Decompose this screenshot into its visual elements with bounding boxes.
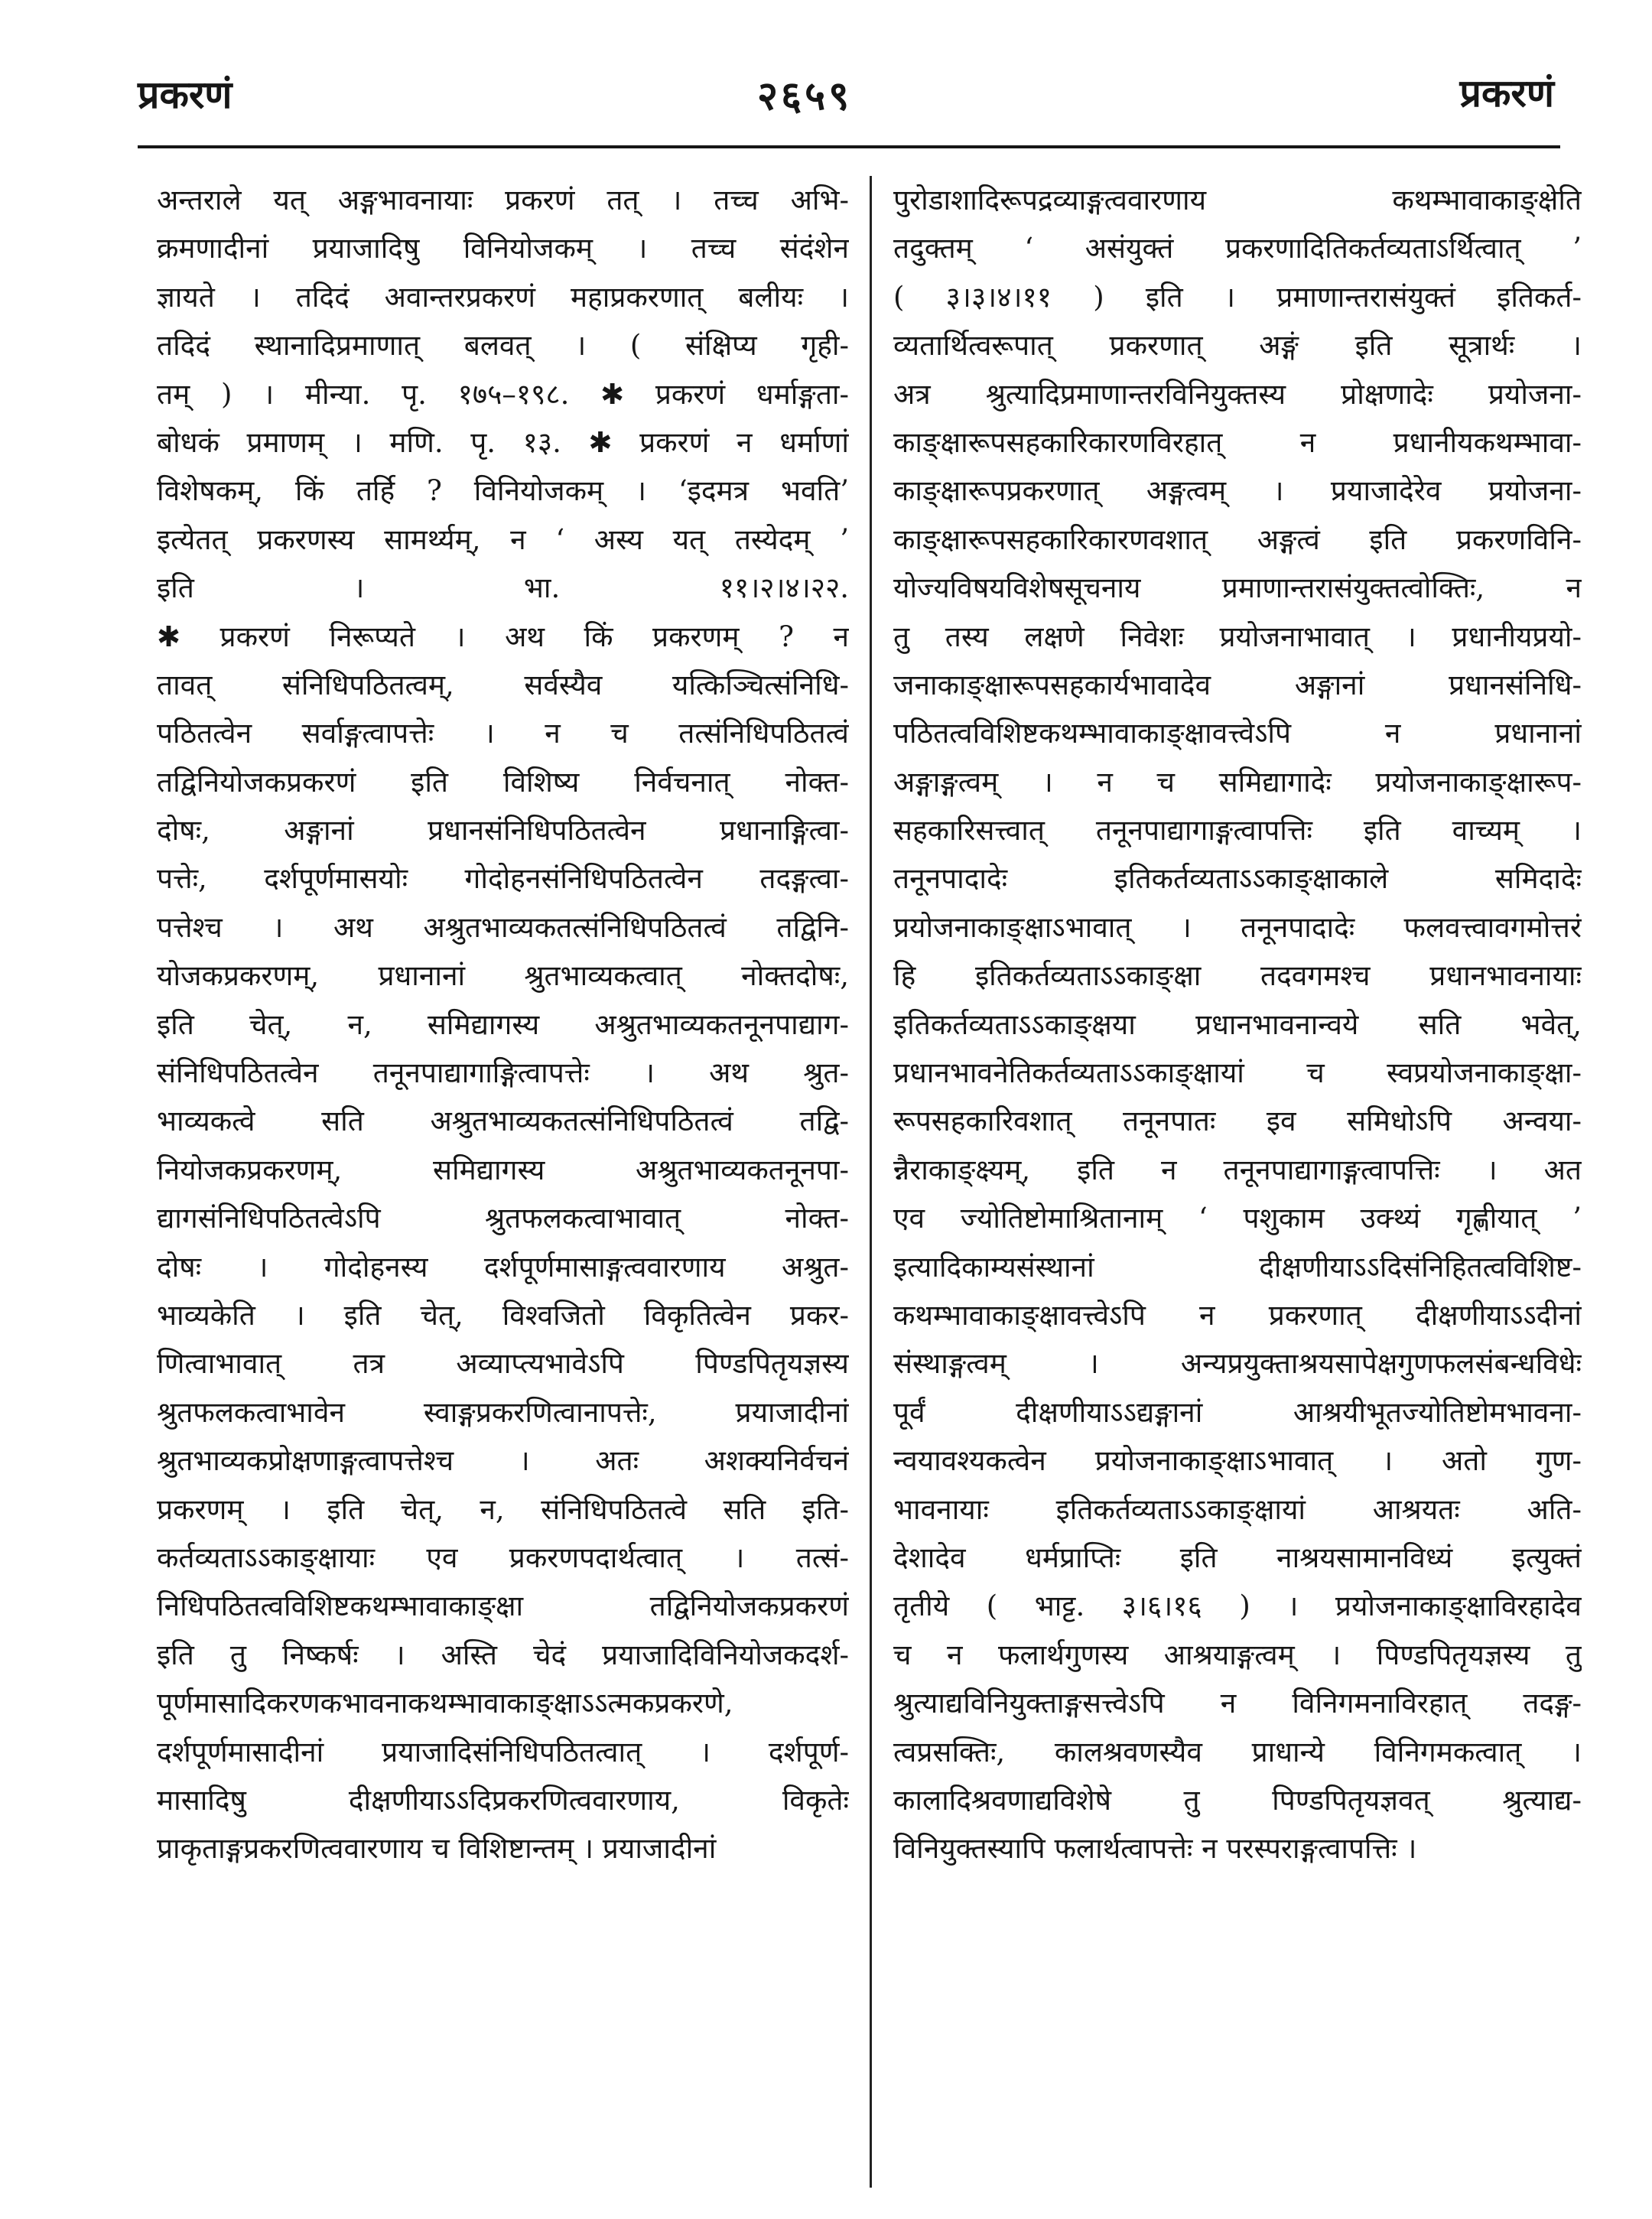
text-line: पठितत्वेन सर्वाङ्गत्वापत्तेः । न च तत्संनिधिपठितत्वं [157,717,849,750]
text-line: श्रुतफलकत्वाभावेन स्वाङ्गप्रकरणित्वानापत्तेः, प्रयाजादीनां [157,1395,849,1429]
text-line: द्यागसंनिधिपठितत्वेऽपि श्रुतफलकत्वाभावात् नोक्त- [157,1202,849,1235]
right-column [893,176,1582,1873]
text-line: च न फलार्थगुणस्य आश्रयाङ्गत्वम् । पिण्डपितृयज्ञस्य तु [893,1638,1582,1671]
text-line: सहकारिसत्त्वात् तनूनपाद्यागाङ्गत्वापत्तिः इति वाच्यम् । [893,814,1582,848]
text-line: जनाकाङ्क्षारूपसहकार्यभावादेव अङ्गानां प्रधानसंनिधि- [893,668,1582,701]
text-line: इति चेत्, न, समिद्यागस्य अश्रुतभाव्यकतनूनपाद्याग- [157,1007,849,1041]
text-line: बोधकं प्रमाणम् । मणि. पृ. १३. ✱ प्रकरणं न धर्माणां [157,425,849,459]
header-left-title: प्रकरणं [138,72,233,117]
text-line: एव ज्योतिष्टोमाश्रितानाम् ‘ पशुकाम उक्थ्यं गृह्णीयात् ’ [893,1202,1582,1235]
text-line: पठितत्वविशिष्टकथम्भावाकाङ्क्षावत्त्वेऽपि न प्रधानानां [893,717,1582,750]
text-line: तु तस्य लक्षणे निवेशः प्रयोजनाभावात् । प्रधानीयप्रयो- [893,620,1582,653]
text-line: ज्ञायते । तदिदं अवान्तरप्रकरणं महाप्रकरणात् बलीयः । [157,280,849,314]
text-line: त्वप्रसक्तिः, कालश्रवणस्यैव प्राधान्ये विनिगमकत्वात् । [893,1735,1582,1768]
text-line: इतिकर्तव्यताऽऽकाङ्क्षया प्रधानभावनान्वये सति भवेत्, [893,1007,1582,1041]
text-line: निधिपठितत्वविशिष्टकथम्भावाकाङ्क्षा तद्विनियोजकप्रकरणं [157,1589,849,1623]
text-line: श्रुत्याद्यविनियुक्ताङ्गसत्त्वेऽपि न विनिगमनाविरहात् तदङ्ग- [893,1687,1582,1720]
text-line: पत्तेः, दर्शपूर्णमासयोः गोदोहनसंनिधिपठितत्वेन तदङ्गत्वा- [157,862,849,896]
text-line: पूर्वं दीक्षणीयाऽऽद्यङ्गानां आश्रयीभूतज्योतिष्टोमभावना- [893,1395,1582,1429]
text-line: अत्र श्रुत्यादिप्रमाणान्तरविनियुक्तस्य प्रोक्षणादेः प्रयोजना- [893,377,1582,411]
text-line: काङ्क्षारूपप्रकरणात् अङ्गत्वम् । प्रयाजादेरेव प्रयोजना- [893,474,1582,508]
text-line: न्वयावश्यकत्वेन प्रयोजनाकाङ्क्षाऽभावात् । अतो गुण- [893,1444,1582,1478]
page-number: २६५९ [757,73,853,119]
text-line: प्राकृताङ्गप्रकरणित्ववारणाय च विशिष्टान्तम् । प्रयाजादीनां [157,1832,717,1866]
text-line: तदिदं स्थानादिप्रमाणात् बलवत् । ( संक्षिप्य गृही- [157,329,849,363]
text-line: अन्तराले यत् अङ्गभावनायाः प्रकरणं तत् । तच्च अभि- [157,184,849,216]
text-line: पूर्णमासादिकरणकभावनाकथम्भावाकाङ्क्षाऽऽत्मकप्रकरणे, [157,1687,733,1720]
text-line: योज्यविषयविशेषसूचनाय प्रमाणान्तरासंयुक्तत्वोक्तिः, न [893,571,1582,605]
left-column [157,176,849,1873]
text-line: प्रयोजनाकाङ्क्षाऽभावात् । तनूनपादादेः फलवत्त्वावगमोत्तरं [893,910,1582,944]
text-line: णित्वाभावात् तत्र अव्याप्त्यभावेऽपि पिण्डपितृयज्ञस्य [157,1347,849,1381]
text-line: तदुक्तम् ‘ असंयुक्तं प्रकरणादितिकर्तव्यताऽर्थित्वात् ’ [893,232,1582,265]
text-line: पुरोडाशादिरूपद्रव्याङ्गत्ववारणाय कथम्भावाकाङ्क्षेति [893,184,1582,216]
text-line: तावत् संनिधिपठितत्वम्, सर्वस्यैव यत्किञ्चित्संनिधि- [157,668,849,701]
text-line: तृतीये ( भाट्ट. ३।६।१६ ) । प्रयोजनाकाङ्क्षाविरहादेव [893,1589,1582,1623]
text-line: पत्तेश्च । अथ अश्रुतभाव्यकतत्संनिधिपठितत्वं तद्विनि- [157,910,849,944]
text-line: दोषः, अङ्गानां प्रधानसंनिधिपठितत्वेन प्रधानाङ्गित्वा- [157,814,849,848]
text-line: काङ्क्षारूपसहकारिकारणविरहात् न प्रधानीयकथम्भावा- [893,425,1582,459]
text-line: न्नैराकाङ्क्ष्यम्, इति न तनूनपाद्यागाङ्गत्वापत्तिः । अत [893,1153,1582,1186]
text-line: कर्तव्यताऽऽकाङ्क्षायाः एव प्रकरणपदार्थत्वात् । तत्सं- [157,1541,849,1574]
text-line: कथम्भावाकाङ्क्षावत्त्वेऽपि न प्रकरणात् दीक्षणीयाऽऽदीनां [893,1298,1582,1332]
text-line: क्रमणादीनां प्रयाजादिषु विनियोजकम् । तच्च संदंशेन [157,232,849,265]
text-line: योजकप्रकरणम्, प्रधानानां श्रुतभाव्यकत्वात् नोक्तदोषः, [157,959,849,993]
text-line: भावनायाः इतिकर्तव्यताऽऽकाङ्क्षायां आश्रयतः अति- [893,1492,1582,1526]
text-line: इत्यादिकाम्यसंस्थानां दीक्षणीयाऽऽदिसंनिहितत्वविशिष्ट- [893,1250,1582,1284]
text-line: प्रकरणम् । इति चेत्, न, संनिधिपठितत्वे सति इति- [157,1492,849,1526]
text-line: ✱ प्रकरणं निरूप्यते । अथ किं प्रकरणम् ? न [157,620,849,653]
text-line: अङ्गाङ्गत्वम् । न च समिद्यागादेः प्रयोजनाकाङ्क्षारूप- [893,765,1582,799]
text-line: विशेषकम्, किं तर्हि ? विनियोजकम् । ‘इदमत्र भवति’ [157,474,849,508]
text-line: तद्विनियोजकप्रकरणं इति विशिष्य निर्वचनात् नोक्त- [157,765,849,799]
text-line: काङ्क्षारूपसहकारिकारणवशात् अङ्गत्वं इति प्रकरणविनि- [893,522,1582,556]
column-divider [870,176,872,2188]
text-line: देशादेव धर्मप्राप्तिः इति नाश्रयसामानविध्यं इत्युक्तं [893,1541,1582,1574]
text-line: व्यतार्थित्वरूपात् प्रकरणात् अङ्गं इति सूत्रार्थः । [893,329,1582,363]
text-line: कालादिश्रवणाद्यविशेषे तु पिण्डपितृयज्ञवत् श्रुत्याद्य- [893,1783,1582,1817]
text-line: इति । भा. ११।२।४।२२. [157,571,849,605]
text-line: श्रुतभाव्यकप्रोक्षणाङ्गत्वापत्तेश्च । अतः अशक्यनिर्वचनं [157,1444,849,1478]
text-line: विनियुक्तस्यापि फलार्थत्वापत्तेः न परस्पराङ्गत्वापत्तिः । [893,1832,1417,1866]
text-line: नियोजकप्रकरणम्, समिद्यागस्य अश्रुतभाव्यकतनूनपा- [157,1153,849,1186]
header-right-title: प्रकरणं [1459,70,1554,116]
text-line: मासादिषु दीक्षणीयाऽऽदिप्रकरणित्ववारणाय, विकृतेः [157,1783,849,1817]
text-line: रूपसहकारिवशात् तनूनपातः इव समिधोऽपि अन्वया- [893,1105,1582,1138]
text-line: संनिधिपठितत्वेन तनूनपाद्यागाङ्गित्वापत्तेः । अथ श्रुत- [157,1056,849,1090]
text-line: इत्येतत् प्रकरणस्य सामर्थ्यम्, न ‘ अस्य यत् तस्येदम् ’ [157,522,849,556]
text-line: हि इतिकर्तव्यताऽऽकाङ्क्षा तदवगमश्च प्रधानभावनायाः [893,959,1582,993]
text-line: दर्शपूर्णमासादीनां प्रयाजादिसंनिधिपठितत्वात् । दर्शपूर्ण- [157,1735,849,1768]
text-line: तनूनपादादेः इतिकर्तव्यताऽऽकाङ्क्षाकाले समिदादेः [893,862,1582,896]
text-line: ( ३।३।४।११ ) इति । प्रमाणान्तरासंयुक्तं इतिकर्त- [893,280,1582,314]
text-line: भाव्यकेति । इति चेत्, विश्वजितो विकृतित्वेन प्रकर- [157,1298,849,1332]
text-line: संस्थाङ्गत्वम् । अन्यप्रयुक्ताश्रयसापेक्षगुणफलसंबन्धविधेः [893,1347,1582,1381]
header-rule [138,145,1560,148]
text-line: भाव्यकत्वे सति अश्रुतभाव्यकतत्संनिधिपठितत्वं तद्वि- [157,1105,849,1138]
text-line: तम् ) । मीन्या. पृ. १७५–१९८. ✱ प्रकरणं धर्माङ्गता- [157,377,849,411]
text-line: प्रधानभावनेतिकर्तव्यताऽऽकाङ्क्षायां च स्वप्रयोजनाकाङ्क्षा- [893,1056,1582,1090]
text-line: दोषः । गोदोहनस्य दर्शपूर्णमासाङ्गत्ववारणाय अश्रुत- [157,1250,849,1284]
text-line: इति तु निष्कर्षः । अस्ति चेदं प्रयाजादिविनियोजकदर्श- [157,1638,849,1671]
